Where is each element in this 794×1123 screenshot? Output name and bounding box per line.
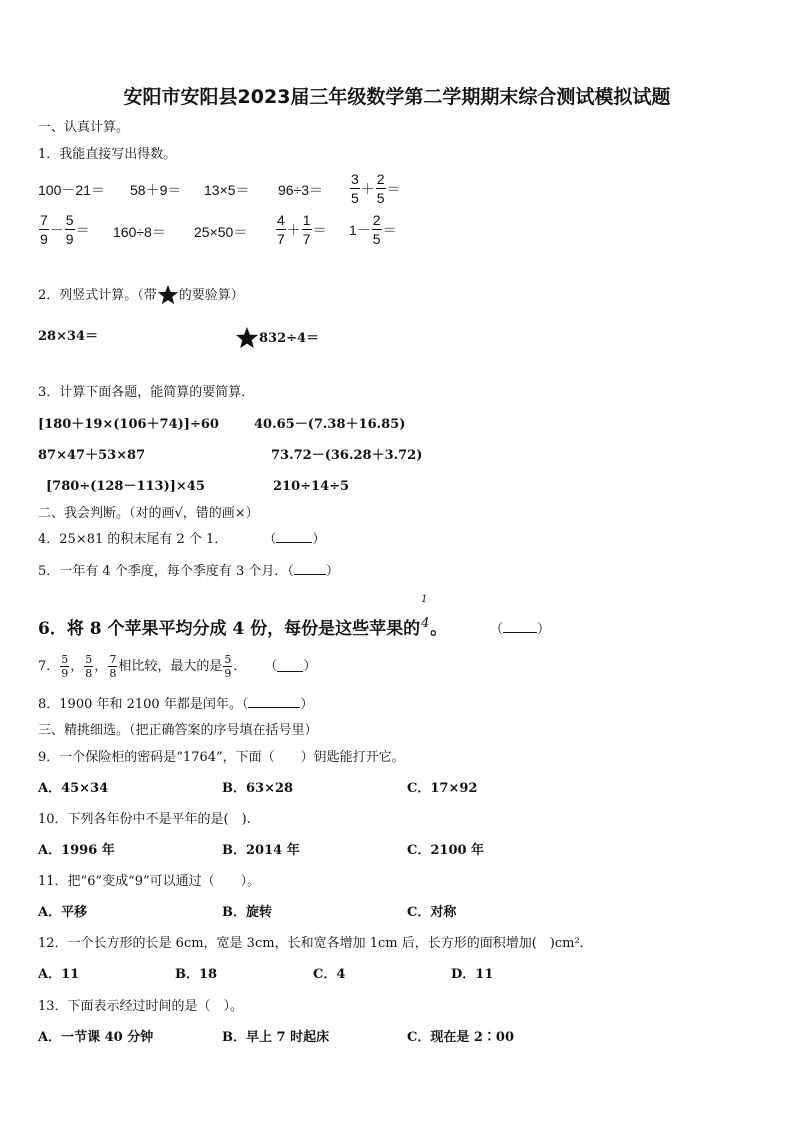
q1-item-i: $\frac{4}{7}$ ＋ $\frac{1}{7}$ ＝: [277, 212, 327, 247]
fraction: 1 4: [421, 594, 430, 631]
answer-blank[interactable]: [276, 532, 312, 543]
q1-item-a: 100－21＝: [38, 182, 105, 198]
fraction: $\frac{7}{8}$: [109, 653, 117, 680]
q13-option-b[interactable]: B．早上 7 时起床: [222, 1030, 330, 1045]
fraction: $\frac{3}{5}$: [351, 171, 359, 206]
q3-item-f: 210÷14÷5: [273, 479, 350, 494]
q1-item-d: 96÷3＝: [278, 182, 324, 198]
q2-item-b: 832÷4＝: [235, 326, 319, 353]
q1-item-h: 25×50＝: [194, 224, 248, 240]
question-5: 5．一年有 4 个季度，每个季度有 3 个月．（ ）: [38, 564, 339, 579]
q1-item-g: 160÷8＝: [113, 224, 166, 240]
q10-option-c[interactable]: C．2100 年: [407, 843, 485, 858]
q11-option-c[interactable]: C．对称: [407, 905, 457, 920]
question-8: 8．1900 年和 2100 年都是闰年。（ ）: [38, 697, 314, 712]
q12-option-c[interactable]: C．4: [313, 967, 346, 982]
question-2-prompt: 2．列竖式计算。（带 的要验算）: [38, 284, 244, 306]
q3-item-a: [180＋19×(106＋74)]÷60: [38, 417, 219, 432]
question-12: 12．一个长方形的长是 6cm，宽是 3cm，长和宽各增加 1cm 后，长方形的面积增加( )cm²．: [38, 936, 593, 951]
answer-blank[interactable]: [248, 697, 300, 708]
q1-item-b: 58＋9＝: [130, 182, 182, 198]
q12-option-b[interactable]: B．18: [175, 967, 218, 982]
question-7: 7． $\frac{5}{9}$ ， $\frac{5}{8}$ ， $\frac{7}{8}$ 相比较，最大的是 $\frac{5}{9}$ ． （ ）: [38, 653, 317, 680]
answer-blank[interactable]: [294, 564, 326, 575]
q9-option-b[interactable]: B．63×28: [222, 781, 294, 796]
fraction: $\frac{5}{9}$: [61, 653, 69, 680]
q10-option-b[interactable]: B．2014 年: [222, 843, 300, 858]
question-13: 13．下面表示经过时间的是（ ）。: [38, 999, 244, 1014]
answer-blank[interactable]: [503, 622, 537, 633]
page-title: 安阳市安阳县2023届三年级数学第二学期期末综合测试模拟试题: [123, 86, 671, 108]
fraction: $\frac{5}{9}$: [65, 212, 74, 247]
q9-option-a[interactable]: A．45×34: [38, 781, 109, 796]
question-10: 10．下列各年份中不是平年的是( ).: [38, 812, 251, 827]
section-heading-1: 一、认真计算。: [38, 120, 130, 135]
q13-option-a[interactable]: A．一节课 40 分钟: [38, 1030, 154, 1045]
fraction: $\frac{2}{5}$: [372, 212, 381, 247]
question-4: 4．25×81 的积末尾有 2 个 1． （ ）: [38, 532, 326, 547]
question-9: 9．一个保险柜的密码是“1764”，下面（ ）钥匙能打开它。: [38, 750, 405, 765]
question-11: 11．把“6”变成“9”可以通过（ ）。: [38, 874, 261, 889]
q9-option-c[interactable]: C．17×92: [407, 781, 478, 796]
section-heading-2: 二、我会判断。（对的画√，错的画×）: [38, 506, 259, 521]
q3-item-e: [780÷(128－113)]×45: [46, 479, 205, 494]
fraction: $\frac{5}{9}$: [224, 653, 232, 680]
q1-item-j: 1－ $\frac{2}{5}$ ＝: [349, 212, 397, 247]
q3-item-b: 40.65－(7.38＋16.85): [254, 417, 406, 432]
q13-option-c[interactable]: C．现在是 2∶00: [407, 1030, 515, 1045]
answer-blank[interactable]: [277, 661, 303, 672]
fraction: $\frac{5}{8}$: [85, 653, 93, 680]
q1-item-e: $\frac{3}{5}$ ＋ $\frac{2}{5}$ ＝: [351, 171, 401, 206]
fraction: $\frac{4}{7}$: [277, 212, 285, 247]
star-icon: [235, 326, 259, 350]
q11-option-a[interactable]: A．平移: [38, 905, 88, 920]
q1-item-c: 13×5＝: [204, 182, 250, 198]
q2-item-a: 28×34＝: [38, 329, 99, 344]
fraction: $\frac{2}{5}$: [376, 171, 385, 206]
question-3-prompt: 3．计算下面各题，能简算的要简算．: [38, 385, 255, 400]
section-heading-3: 三、精挑细选。（把正确答案的序号填在括号里）: [38, 723, 318, 738]
fraction: $\frac{1}{7}$: [302, 212, 311, 247]
q11-option-b[interactable]: B．旋转: [222, 905, 272, 920]
question-6-answer: （ ）: [490, 622, 551, 637]
q3-item-c: 87×47＋53×87: [38, 448, 146, 463]
q1-item-f: $\frac{7}{9}$ － $\frac{5}{9}$ ＝: [40, 212, 90, 247]
fraction: $\frac{7}{9}$: [40, 212, 48, 247]
star-icon: [157, 284, 179, 306]
q12-option-a[interactable]: A．11: [38, 967, 80, 982]
q3-item-d: 73.72－(36.28＋3.72): [271, 448, 423, 463]
question-1-prompt: 1．我能直接写出得数。: [38, 147, 177, 162]
question-6: 6．将 8 个苹果平均分成 4 份，每份是这些苹果的 1 4 。: [38, 594, 448, 639]
q12-option-d[interactable]: D．11: [451, 967, 494, 982]
q10-option-a[interactable]: A．1996 年: [38, 843, 115, 858]
